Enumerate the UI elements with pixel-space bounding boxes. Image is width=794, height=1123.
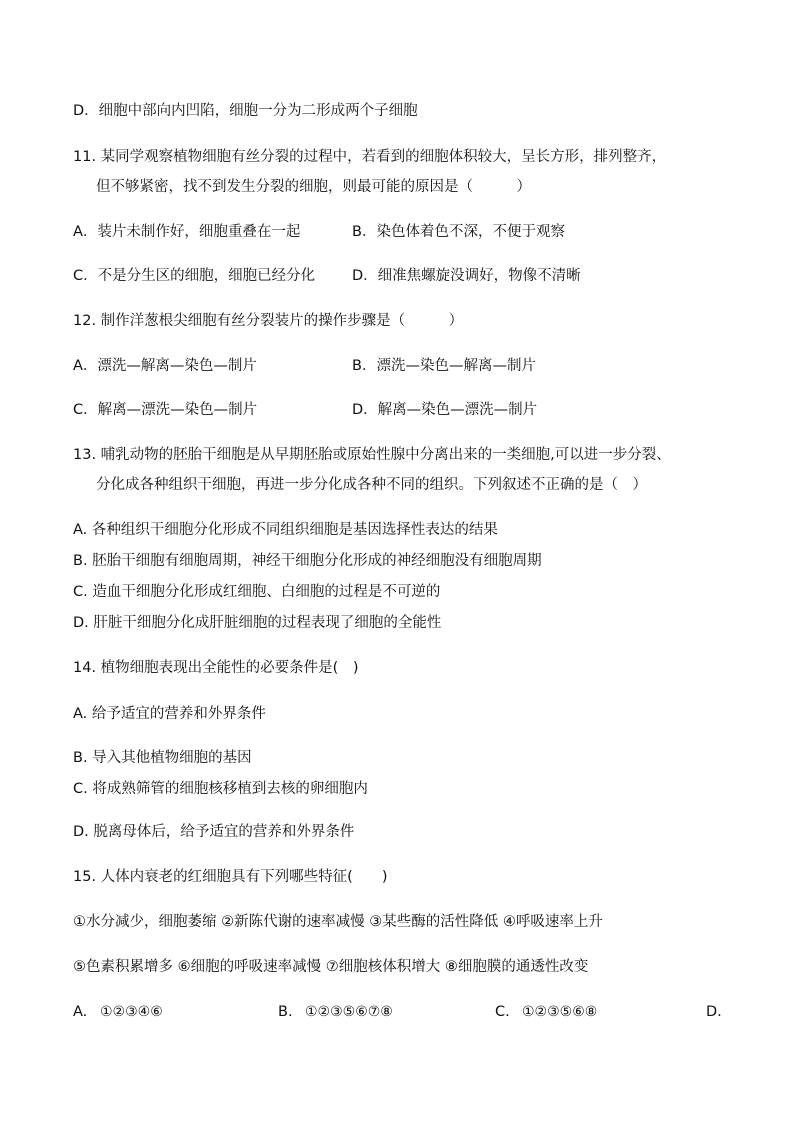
q15-option-a-value: ①②③④⑥ [100,1004,163,1020]
q15-option-d-label: D. [706,1004,722,1020]
q12-option-c: C．解离—漂洗—染色—制片 [73,402,258,418]
q13-option-a: A. 各种组织干细胞分化形成不同组织细胞是基因选择性表达的结果 [73,522,498,538]
q15-option-c-value: ①②③⑤⑥⑧ [522,1004,598,1020]
q11-stem-line1: 11. 某同学观察植物细胞有丝分裂的过程中，若看到的细胞体积较大，呈长方形，排列整齐， [73,149,667,165]
q13-option-d: D. 肝脏干细胞分化成肝脏细胞的过程表现了细胞的全能性 [73,615,442,631]
q15-option-c-label: C. [495,1004,510,1020]
q11-stem-line2: 但不够紧密，找不到发生分裂的细胞，则最可能的原因是（ ） [96,179,531,195]
q14-stem: 14. 植物细胞表现出全能性的必要条件是( ) [73,660,359,676]
q11-option-c: C．不是分生区的细胞，细胞已经分化 [73,268,316,284]
q12-option-d: D．解离—染色—漂洗—制片 [352,402,538,418]
q15-stem: 15. 人体内衰老的红细胞具有下列哪些特征( ) [73,869,388,885]
q14-option-a: A. 给予适宜的营养和外界条件 [73,706,266,722]
q12-stem: 12. 制作洋葱根尖细胞有丝分裂装片的操作步骤是（ ） [73,313,464,329]
q15-features-line2: ⑤色素积累增多 ⑥细胞的呼吸速率减慢 ⑦细胞核体积增大 ⑧细胞膜的通透性改变 [73,959,589,975]
q15-option-b-value: ①②③⑤⑥⑦⑧ [305,1004,393,1020]
q15-option-b-label: B. [278,1004,293,1020]
q11-option-b: B．染色体着色不深，不便于观察 [352,224,565,240]
q12-option-a: A．漂洗—解离—染色—制片 [73,358,257,374]
q11-option-a: A．装片未制作好，细胞重叠在一起 [73,224,301,240]
q13-stem-line1: 13. 哺乳动物的胚胎干细胞是从早期胚胎或原始性腺中分离出来的一类细胞,可以进一步分裂、 [73,447,671,463]
q14-option-b: B. 导入其他植物细胞的基因 [73,750,252,766]
q13-stem-line2: 分化成各种组织干细胞，再进一步分化成各种不同的组织。下列叙述不正确的是（ ） [96,477,647,493]
q15-features-line1: ①水分减少，细胞萎缩 ②新陈代谢的速率减慢 ③某些酶的活性降低 ④呼吸速率上升 [73,914,603,930]
q14-option-c: C. 将成熟筛管的细胞核移植到去核的卵细胞内 [73,781,368,797]
q15-option-a-label: A. [73,1004,88,1020]
q10-option-d: D．细胞中部向内凹陷，细胞一分为二形成两个子细胞 [73,103,418,119]
q13-option-b: B. 胚胎干细胞有细胞周期，神经干细胞分化形成的神经细胞没有细胞周期 [73,553,542,569]
q13-option-c: C. 造血干细胞分化形成红细胞、白细胞的过程是不可逆的 [73,584,441,600]
q12-option-b: B．漂洗—染色—解离—制片 [352,358,536,374]
q11-option-d: D．细准焦螺旋没调好，物像不清晰 [352,268,581,284]
q14-option-d: D. 脱离母体后，给予适宜的营养和外界条件 [73,824,355,840]
